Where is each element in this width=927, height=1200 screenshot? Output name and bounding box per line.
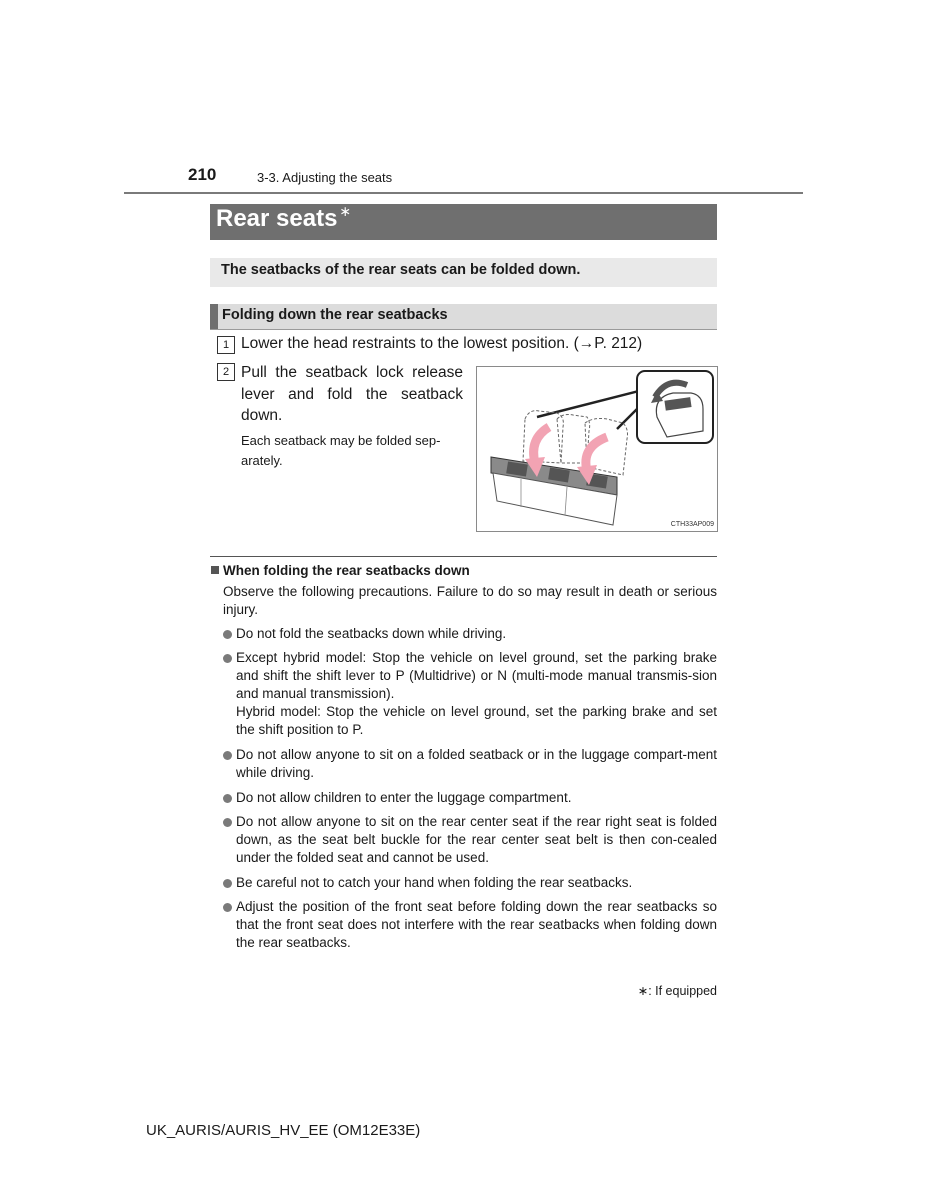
list-item bbox=[223, 746, 717, 782]
header-divider bbox=[124, 192, 803, 194]
bullet-icon bbox=[223, 794, 232, 803]
step-text: Pull the seatback lock release lever and fold the seatback down. bbox=[241, 364, 463, 424]
bullet-icon bbox=[223, 751, 232, 760]
list-item-text: Hybrid model: Stop the vehicle on level ground, set the parking brake and set the shift position to P. bbox=[236, 704, 717, 737]
figure-code: CTH33AP009 bbox=[670, 521, 714, 528]
bullet-icon bbox=[223, 654, 232, 663]
page-number: 210 bbox=[188, 165, 217, 184]
caution-heading bbox=[211, 563, 470, 578]
subsection-header bbox=[210, 304, 717, 330]
list-item bbox=[223, 813, 717, 867]
bullet-icon bbox=[223, 630, 232, 639]
caution-heading-text: When folding the rear seatbacks down bbox=[223, 563, 470, 578]
list-item-text: Do not allow anyone to sit on a folded seatback or in the luggage compart-ment while driving. bbox=[236, 747, 717, 780]
page-title-text: Rear seats bbox=[216, 205, 338, 232]
square-bullet-icon bbox=[211, 566, 219, 574]
footer-doc-id: UK_AURIS/AURIS_HV_EE (OM12E33E) bbox=[146, 1122, 421, 1139]
list-item bbox=[223, 789, 717, 807]
list-item-text: Do not allow children to enter the luggage compartment. bbox=[236, 790, 572, 805]
list-item-text: Except hybrid model: Stop the vehicle on level ground, set the parking brake and shift the shift lever to P (Multidrive) or N (multi-mode manual transmis-sion and manual transmission). bbox=[236, 650, 717, 701]
rear-seat-drawing bbox=[477, 367, 717, 531]
subsection-marker bbox=[210, 304, 218, 329]
if-equipped-mark: ∗ bbox=[339, 203, 352, 219]
intro-text: The seatbacks of the rear seats can be folded down. bbox=[221, 262, 581, 278]
step-number: 1 bbox=[217, 336, 235, 354]
list-item bbox=[223, 625, 717, 643]
step-number: 2 bbox=[217, 363, 235, 381]
bullet-icon bbox=[223, 879, 232, 888]
step-note: Each seatback may be folded sep-arately. bbox=[241, 433, 441, 468]
list-item-text: Do not allow anyone to sit on the rear center seat if the rear right seat is folded down, as the seat belt buckle for the rear center seat belt is then con-cealed under the folded seat and cannot be used. bbox=[236, 814, 717, 865]
page-title bbox=[216, 203, 352, 233]
footnote: ∗: If equipped bbox=[637, 984, 717, 998]
seat-fold-illustration bbox=[476, 366, 718, 532]
title-bar bbox=[210, 204, 717, 240]
bullet-icon bbox=[223, 818, 232, 827]
list-item-text: Be careful not to catch your hand when folding the rear seatbacks. bbox=[236, 875, 633, 890]
list-item-text: Adjust the position of the front seat before folding down the rear seatbacks so that the front seat does not interfere with the rear seatbacks when folding down the rear seatbacks. bbox=[236, 899, 717, 950]
bullet-icon bbox=[223, 903, 232, 912]
section-title: 3-3. Adjusting the seats bbox=[257, 170, 393, 185]
list-item-text: Do not fold the seatbacks down while driving. bbox=[236, 626, 507, 641]
list-item bbox=[223, 649, 717, 739]
caution-divider bbox=[210, 556, 717, 557]
intro-box bbox=[210, 258, 717, 287]
list-item bbox=[223, 874, 717, 892]
caution-intro: Observe the following precautions. Failure to do so may result in death or serious injury. bbox=[223, 584, 717, 617]
subsection-title: Folding down the rear seatbacks bbox=[222, 307, 448, 323]
step-text: Lower the head restraints to the lowest position. (→P. 212) bbox=[241, 335, 643, 352]
list-item bbox=[223, 898, 717, 952]
